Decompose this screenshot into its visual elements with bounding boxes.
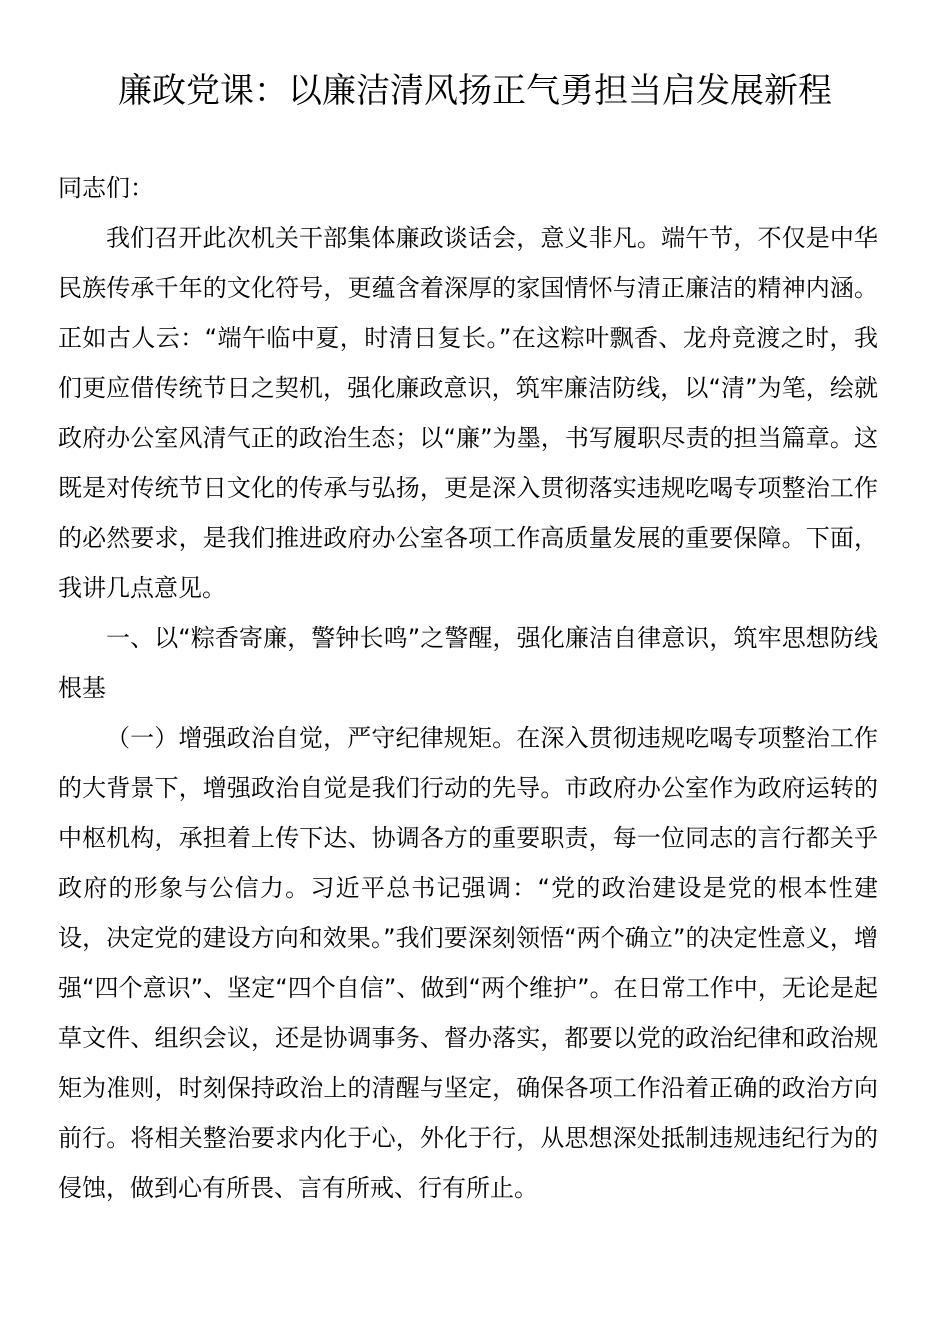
section-heading-1: 一、以“粽香寄廉，警钟长鸣”之警醒，强化廉洁自律意识，筑牢思想防线根基: [58, 624, 878, 702]
paragraph-intro: 我们召开此次机关干部集体廉政谈话会，意义非凡。端午节，不仅是中华民族传承千年的文化符号，更蕴含着深厚的家国情怀与清正廉洁的精神内涵。正如古人云：“端午临中夏，时清日复长。”在这粽叶飘香、龙舟竞渡之时，我们更应借传统节日之契机，强化廉政意识，筑牢廉洁防线，以“清”为笔，绘就政府办公室风清气正的政治生态；以“廉”为墨，书写履职尽责的担当篇章。这既是对传统节日文化的传承与弘扬，更是深入贯彻落实违规吃喝专项整治工作的必然要求，是我们推进政府办公室各项工作高质量发展的重要保障。下面，我讲几点意见。: [58, 224, 878, 602]
salutation: 同志们：: [58, 174, 154, 202]
document-body: [58, 163, 878, 1213]
document-title: 廉政党课：以廉洁清风扬正气勇担当启发展新程: [118, 71, 832, 111]
paragraph-subsection-1: （一）增强政治自觉，严守纪律规矩。在深入贯彻违规吃喝专项整治工作的大背景下，增强政治自觉是我们行动的先导。市政府办公室作为政府运转的中枢机构，承担着上传下达、协调各方的重要职责，每一位同志的言行都关乎政府的形象与公信力。习近平总书记强调：“党的政治建设是党的根本性建设，决定党的建设方向和效果。”我们要深刻领悟“两个确立”的决定性意义，增强“四个意识”、坚定“四个自信”、做到“两个维护”。在日常工作中，无论是起草文件、组织会议，还是协调事务、督办落实，都要以党的政治纪律和政治规矩为准则，时刻保持政治上的清醒与坚定，确保各项工作沿着正确的政治方向前行。将相关整治要求内化于心，外化于行，从思想深处抵制违规违纪行为的侵蚀，做到心有所畏、言有所戒、行有所止。: [58, 724, 878, 1202]
